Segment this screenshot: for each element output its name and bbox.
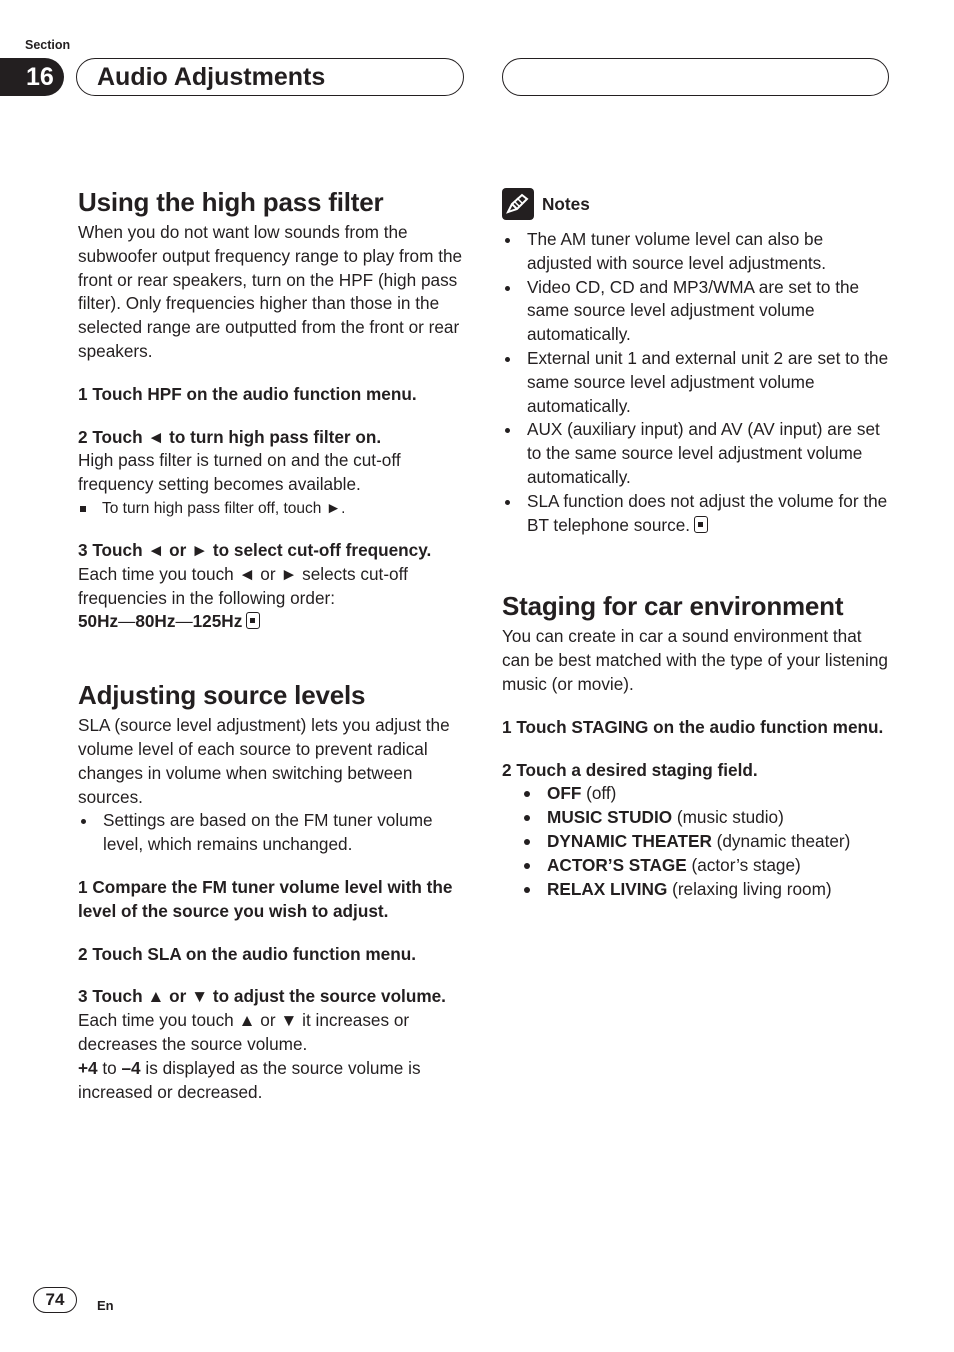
section-label: Section bbox=[25, 38, 71, 52]
hpf-intro: When you do not want low sounds from the subwoofer output frequency range to play from the front or rear speakers, turn on the HPF (high pass filter). Only frequencies higher than those in the selected range are outputted from the front or rear speakers. bbox=[78, 222, 463, 361]
sla-range: +4 to –4 is displayed as the source volume is increased or decreased. bbox=[78, 1057, 421, 1102]
sla-intro: SLA (source level adjustment) lets you adjust the volume level of each source to prevent radical changes in volume when switching between sources. bbox=[78, 715, 450, 807]
staging-intro: You can create in car a sound environment that can be best matched with the type of your listening music (or movie). bbox=[502, 626, 888, 694]
hpf-step-2: 2 Touch ◄ to turn high pass filter on. bbox=[78, 426, 382, 447]
bullet-icon bbox=[505, 500, 510, 505]
bullet-icon bbox=[524, 887, 530, 893]
sla-heading: Adjusting source levels bbox=[78, 680, 366, 711]
bullet-icon bbox=[81, 819, 86, 824]
staging-option-dynamic-theater: DYNAMIC THEATER (dynamic theater) bbox=[502, 830, 890, 854]
hpf-step-1: 1 Touch HPF on the audio function menu. bbox=[78, 383, 417, 404]
staging-option-actors-stage: ACTOR’S STAGE (actor’s stage) bbox=[502, 854, 890, 878]
end-mark-icon bbox=[694, 516, 708, 533]
bullet-icon bbox=[524, 815, 530, 821]
note-item: AUX (auxiliary input) and AV (AV input) are set to the same source level adjustment volume automatically. bbox=[502, 418, 890, 489]
bullet-icon bbox=[505, 357, 510, 362]
bullet-icon bbox=[524, 863, 530, 869]
notes-header bbox=[502, 188, 890, 220]
hpf-step-2-body: High pass filter is turned on and the cut-off frequency setting becomes available. bbox=[78, 450, 401, 495]
note-item: SLA function does not adjust the volume for the BT telephone source. bbox=[502, 490, 890, 538]
sla-step-1: 1 Compare the FM tuner volume level with the level of the source you wish to adjust. bbox=[78, 876, 453, 921]
bullet-icon bbox=[505, 286, 510, 291]
bullet-icon bbox=[505, 428, 510, 433]
language-label: En bbox=[97, 1298, 114, 1313]
sla-step-3: 3 Touch ▲ or ▼ to adjust the source volume. bbox=[78, 986, 446, 1007]
left-column bbox=[78, 183, 466, 1104]
sla-step-2: 2 Touch SLA on the audio function menu. bbox=[78, 943, 416, 964]
bullet-icon bbox=[524, 791, 530, 797]
header-right-frame bbox=[502, 58, 889, 96]
right-column bbox=[502, 188, 890, 901]
section-title: Audio Adjustments bbox=[76, 58, 464, 96]
page-number: 74 bbox=[33, 1287, 77, 1313]
staging-heading: Staging for car environment bbox=[502, 591, 844, 622]
note-item: The AM tuner volume level can also be adjusted with source level adjustments. bbox=[502, 228, 890, 276]
staging-option-off: OFF (off) bbox=[502, 782, 890, 806]
bullet-icon bbox=[505, 238, 510, 243]
hpf-step-3-body: Each time you touch ◄ or ► selects cut-off frequencies in the following order: bbox=[78, 563, 408, 608]
section-number: 16 bbox=[0, 58, 64, 96]
staging-option-relax-living: RELAX LIVING (relaxing living room) bbox=[502, 878, 890, 902]
bullet-icon bbox=[524, 839, 530, 845]
sla-step-3-body: Each time you touch ▲ or ▼ it increases or decreases the source volume. bbox=[78, 1010, 410, 1054]
hpf-step-3: 3 Touch ◄ or ► to select cut-off frequency. bbox=[78, 539, 432, 560]
end-mark-icon bbox=[246, 612, 260, 629]
hpf-off-note: To turn high pass filter off, touch ►. bbox=[78, 497, 466, 520]
notes-label: Notes bbox=[542, 193, 590, 214]
note-item: Video CD, CD and MP3/WMA are set to the same source level adjustment volume automatically. bbox=[502, 276, 890, 347]
square-bullet-icon bbox=[80, 506, 86, 512]
notes-pencil-icon bbox=[502, 188, 534, 220]
staging-step-1: 1 Touch STAGING on the audio function menu. bbox=[502, 716, 884, 737]
staging-option-music-studio: MUSIC STUDIO (music studio) bbox=[502, 806, 890, 830]
hpf-frequency-order: 50Hz—80Hz—125Hz bbox=[78, 610, 466, 634]
sla-bullet: Settings are based on the FM tuner volume level, which remains unchanged. bbox=[78, 809, 466, 857]
hpf-heading: Using the high pass filter bbox=[78, 187, 384, 217]
staging-step-2: 2 Touch a desired staging field. bbox=[502, 759, 758, 780]
note-item: External unit 1 and external unit 2 are set to the same source level adjustment volume automatically. bbox=[502, 347, 890, 418]
